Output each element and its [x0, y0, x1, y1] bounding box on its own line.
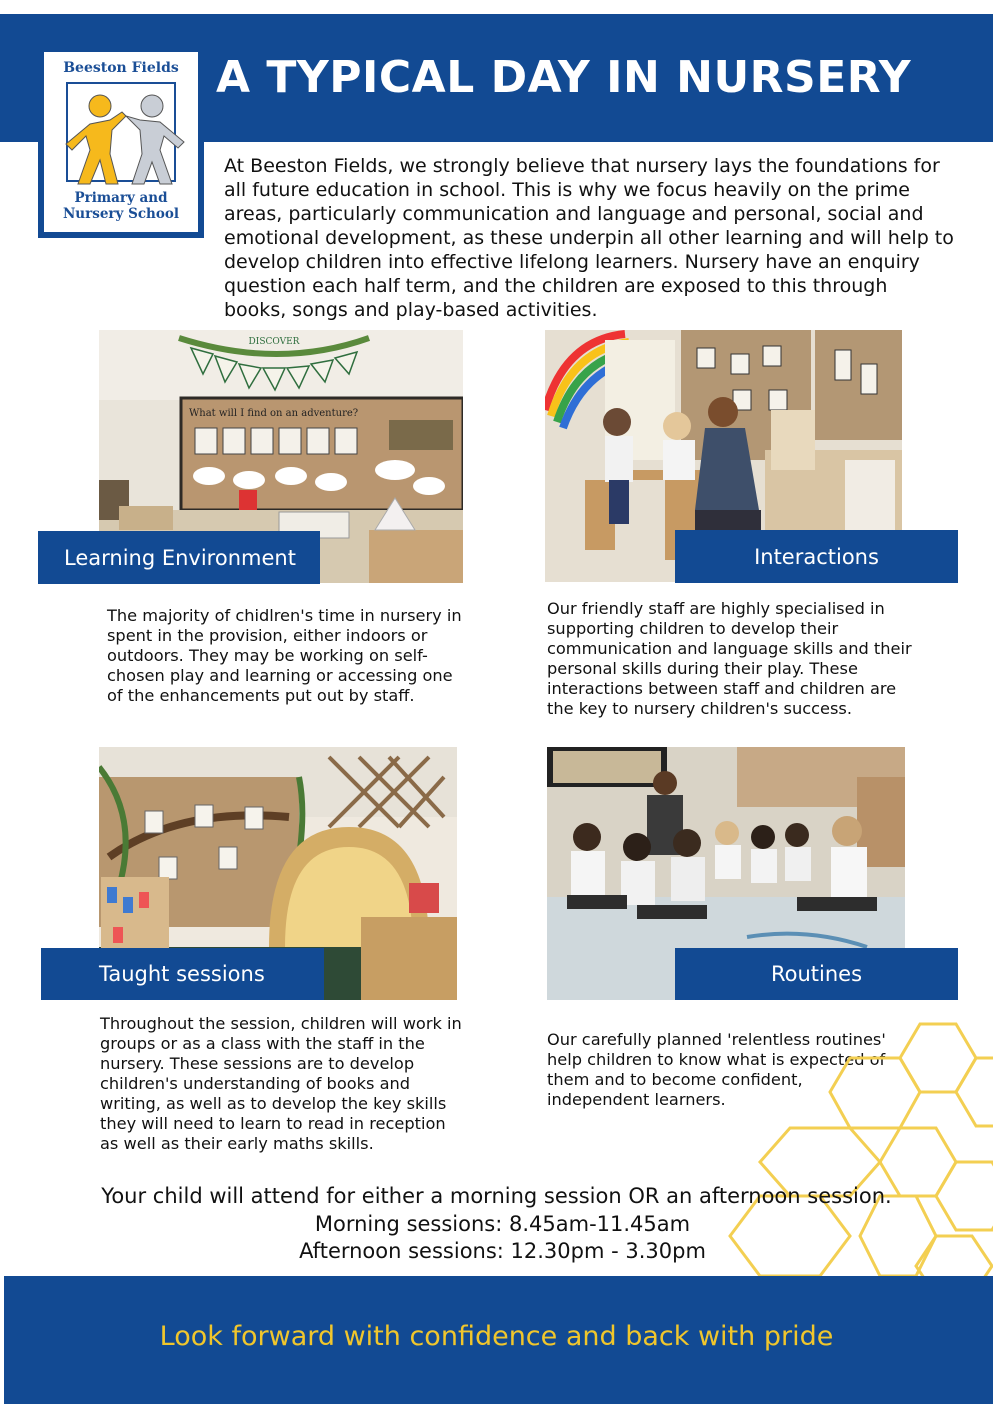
afternoon-session-times: Afternoon sessions: 12.30pm - 3.30pm [299, 1239, 706, 1263]
label-learning-environment: Learning Environment [38, 531, 320, 584]
label-taught-sessions: Taught sessions [41, 948, 324, 1000]
page-title: A TYPICAL DAY IN NURSERY [216, 52, 912, 103]
school-motto: Look forward with confidence and back with pride [159, 1321, 834, 1352]
photo-banner-text: DISCOVER [248, 337, 300, 347]
intro-paragraph: At Beeston Fields, we strongly believe that nursery lays the foundations for all future education in school. This is why we focus heavily on the prime areas, particularly communication and language and personal, social and emotional development, as these underpin all other learning and will help to develop children into effective lifelong learners. Nursery have an enquiry question each half term, and the children are exposed to this through books, songs and play-based activities. [224, 155, 954, 321]
school-logo [38, 46, 204, 238]
learning-environment-text: The majority of chidlren's time in nursery in spent in the provision, either indoors or outdoors. They may be working on self-chosen play and learning or accessing one of the enhancements put out by staff. [107, 606, 462, 705]
taught-sessions-text: Throughout the session, children will work in groups or as a class with the staff in the nursery. These sessions are to develop children's understanding of books and writing, as well as to develop the key skills they will need to learn to read in reception as well as their early maths skills. [100, 1014, 462, 1153]
interactions-text: Our friendly staff are highly specialised in supporting children to develop their communication and language skills and their personal skills during their play. These interactions between staff and children are the key to nursery children's success. [547, 599, 912, 718]
photo-board-caption: What will I find on an adventure? [189, 408, 359, 419]
logo-school-type: Primary and Nursery School [62, 190, 180, 222]
honeycomb-decoration [700, 1010, 993, 1276]
routines-text: Our carefully planned 'relentless routines' help children to know what is expected of them and to become confident, independent learners. [547, 1030, 886, 1109]
label-routines: Routines [675, 948, 958, 1000]
logo-children-figures-icon [60, 84, 190, 188]
label-interactions: Interactions [675, 530, 958, 583]
logo-school-name: Beeston Fields [63, 60, 179, 76]
morning-session-times: Morning sessions: 8.45am-11.45am [314, 1212, 691, 1236]
session-info-line: Your child will attend for either a morning session OR an afternoon session. [101, 1184, 892, 1208]
